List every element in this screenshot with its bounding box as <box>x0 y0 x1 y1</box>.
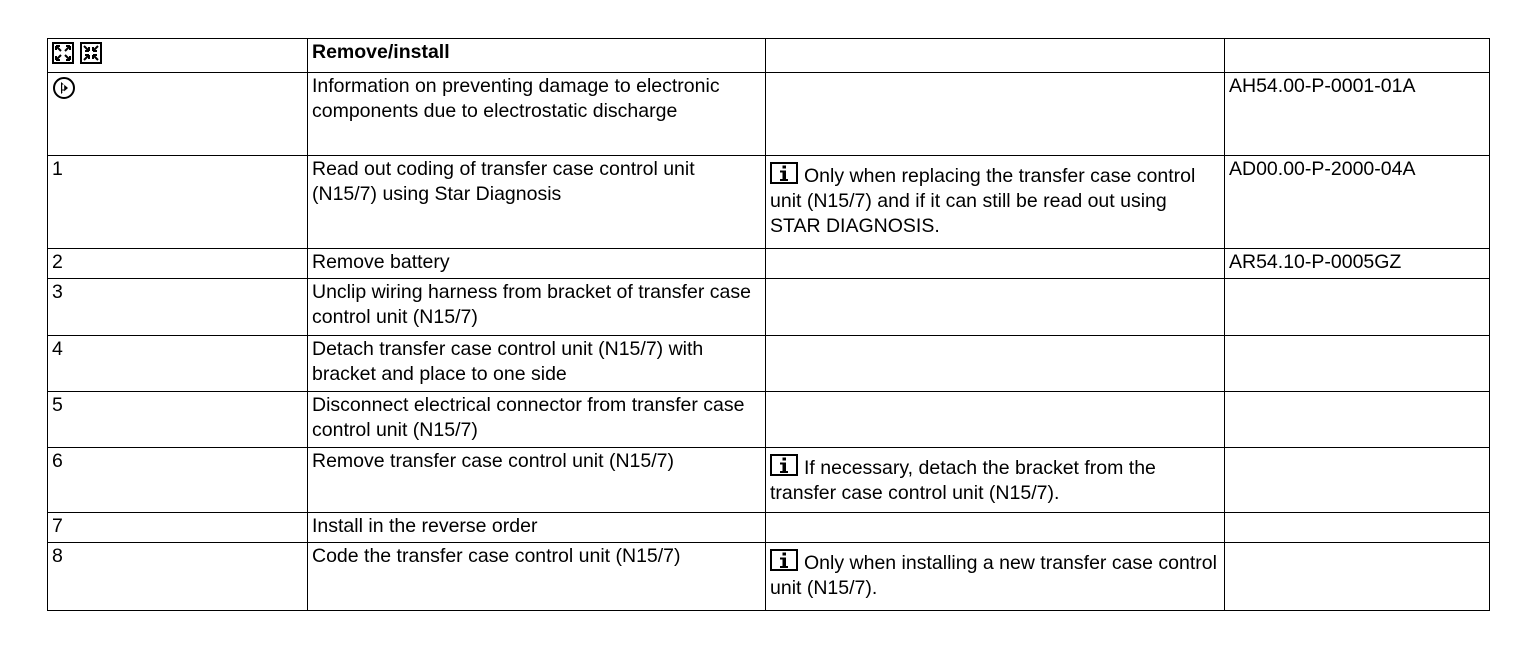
table-row <box>48 73 1490 156</box>
esd-text: Information on preventing damage to electronic components due to electrostatic discharge <box>308 73 766 156</box>
header-col4 <box>1225 39 1490 73</box>
esd-ref-link[interactable]: AH54.00-P-0001-01A <box>1225 73 1490 156</box>
step-note <box>766 543 1225 611</box>
step-text: Install in the reverse order <box>308 513 766 543</box>
step-number: 7 <box>48 513 308 543</box>
esd-warning-icon <box>52 76 76 100</box>
step-ref <box>1225 279 1490 336</box>
step-ref <box>1225 392 1490 448</box>
fullscreen-expand-icon[interactable] <box>52 42 74 64</box>
step-number: 8 <box>48 543 308 611</box>
step-note <box>766 336 1225 392</box>
step-number: 3 <box>48 279 308 336</box>
step-text: Unclip wiring harness from bracket of transfer case control unit (N15/7) <box>308 279 766 336</box>
esd-icon-cell <box>48 73 308 156</box>
header-col3 <box>766 39 1225 73</box>
procedure-table <box>47 38 1490 611</box>
step-number: 2 <box>48 249 308 279</box>
table-header-row <box>48 39 1490 73</box>
step-number: 5 <box>48 392 308 448</box>
step-ref <box>1225 513 1490 543</box>
step-note-text: If necessary, detach the bracket from the transfer case control unit (N15/7). <box>770 457 1156 504</box>
step-text: Read out coding of transfer case control unit (N15/7) using Star Diagnosis <box>308 156 766 249</box>
step-ref-link[interactable]: AR54.10-P-0005GZ <box>1225 249 1490 279</box>
table-row <box>48 392 1490 448</box>
info-icon <box>770 454 798 476</box>
table-row <box>48 336 1490 392</box>
info-icon <box>770 549 798 571</box>
step-ref <box>1225 336 1490 392</box>
step-note <box>766 279 1225 336</box>
step-note <box>766 513 1225 543</box>
step-ref-link[interactable]: AD00.00-P-2000-04A <box>1225 156 1490 249</box>
step-text: Code the transfer case control unit (N15/7) <box>308 543 766 611</box>
table-row <box>48 543 1490 611</box>
table-row <box>48 448 1490 513</box>
header-title: Remove/install <box>308 39 766 73</box>
fullscreen-collapse-icon[interactable] <box>80 42 102 64</box>
step-note-text: Only when installing a new transfer case control unit (N15/7). <box>770 552 1217 599</box>
info-icon <box>770 162 798 184</box>
step-text: Remove battery <box>308 249 766 279</box>
header-icons-cell <box>48 39 308 73</box>
step-note-text: Only when replacing the transfer case control unit (N15/7) and if it can still be read out using STAR DIAGNOSIS. <box>770 165 1196 237</box>
step-number: 1 <box>48 156 308 249</box>
step-number: 4 <box>48 336 308 392</box>
step-note <box>766 249 1225 279</box>
step-note <box>766 392 1225 448</box>
step-ref <box>1225 448 1490 513</box>
step-text: Disconnect electrical connector from transfer case control unit (N15/7) <box>308 392 766 448</box>
table-row <box>48 249 1490 279</box>
step-text: Remove transfer case control unit (N15/7) <box>308 448 766 513</box>
table-row <box>48 513 1490 543</box>
esd-note <box>766 73 1225 156</box>
step-note <box>766 156 1225 249</box>
step-number: 6 <box>48 448 308 513</box>
step-text: Detach transfer case control unit (N15/7) with bracket and place to one side <box>308 336 766 392</box>
step-note <box>766 448 1225 513</box>
table-row <box>48 156 1490 249</box>
table-row <box>48 279 1490 336</box>
step-ref <box>1225 543 1490 611</box>
